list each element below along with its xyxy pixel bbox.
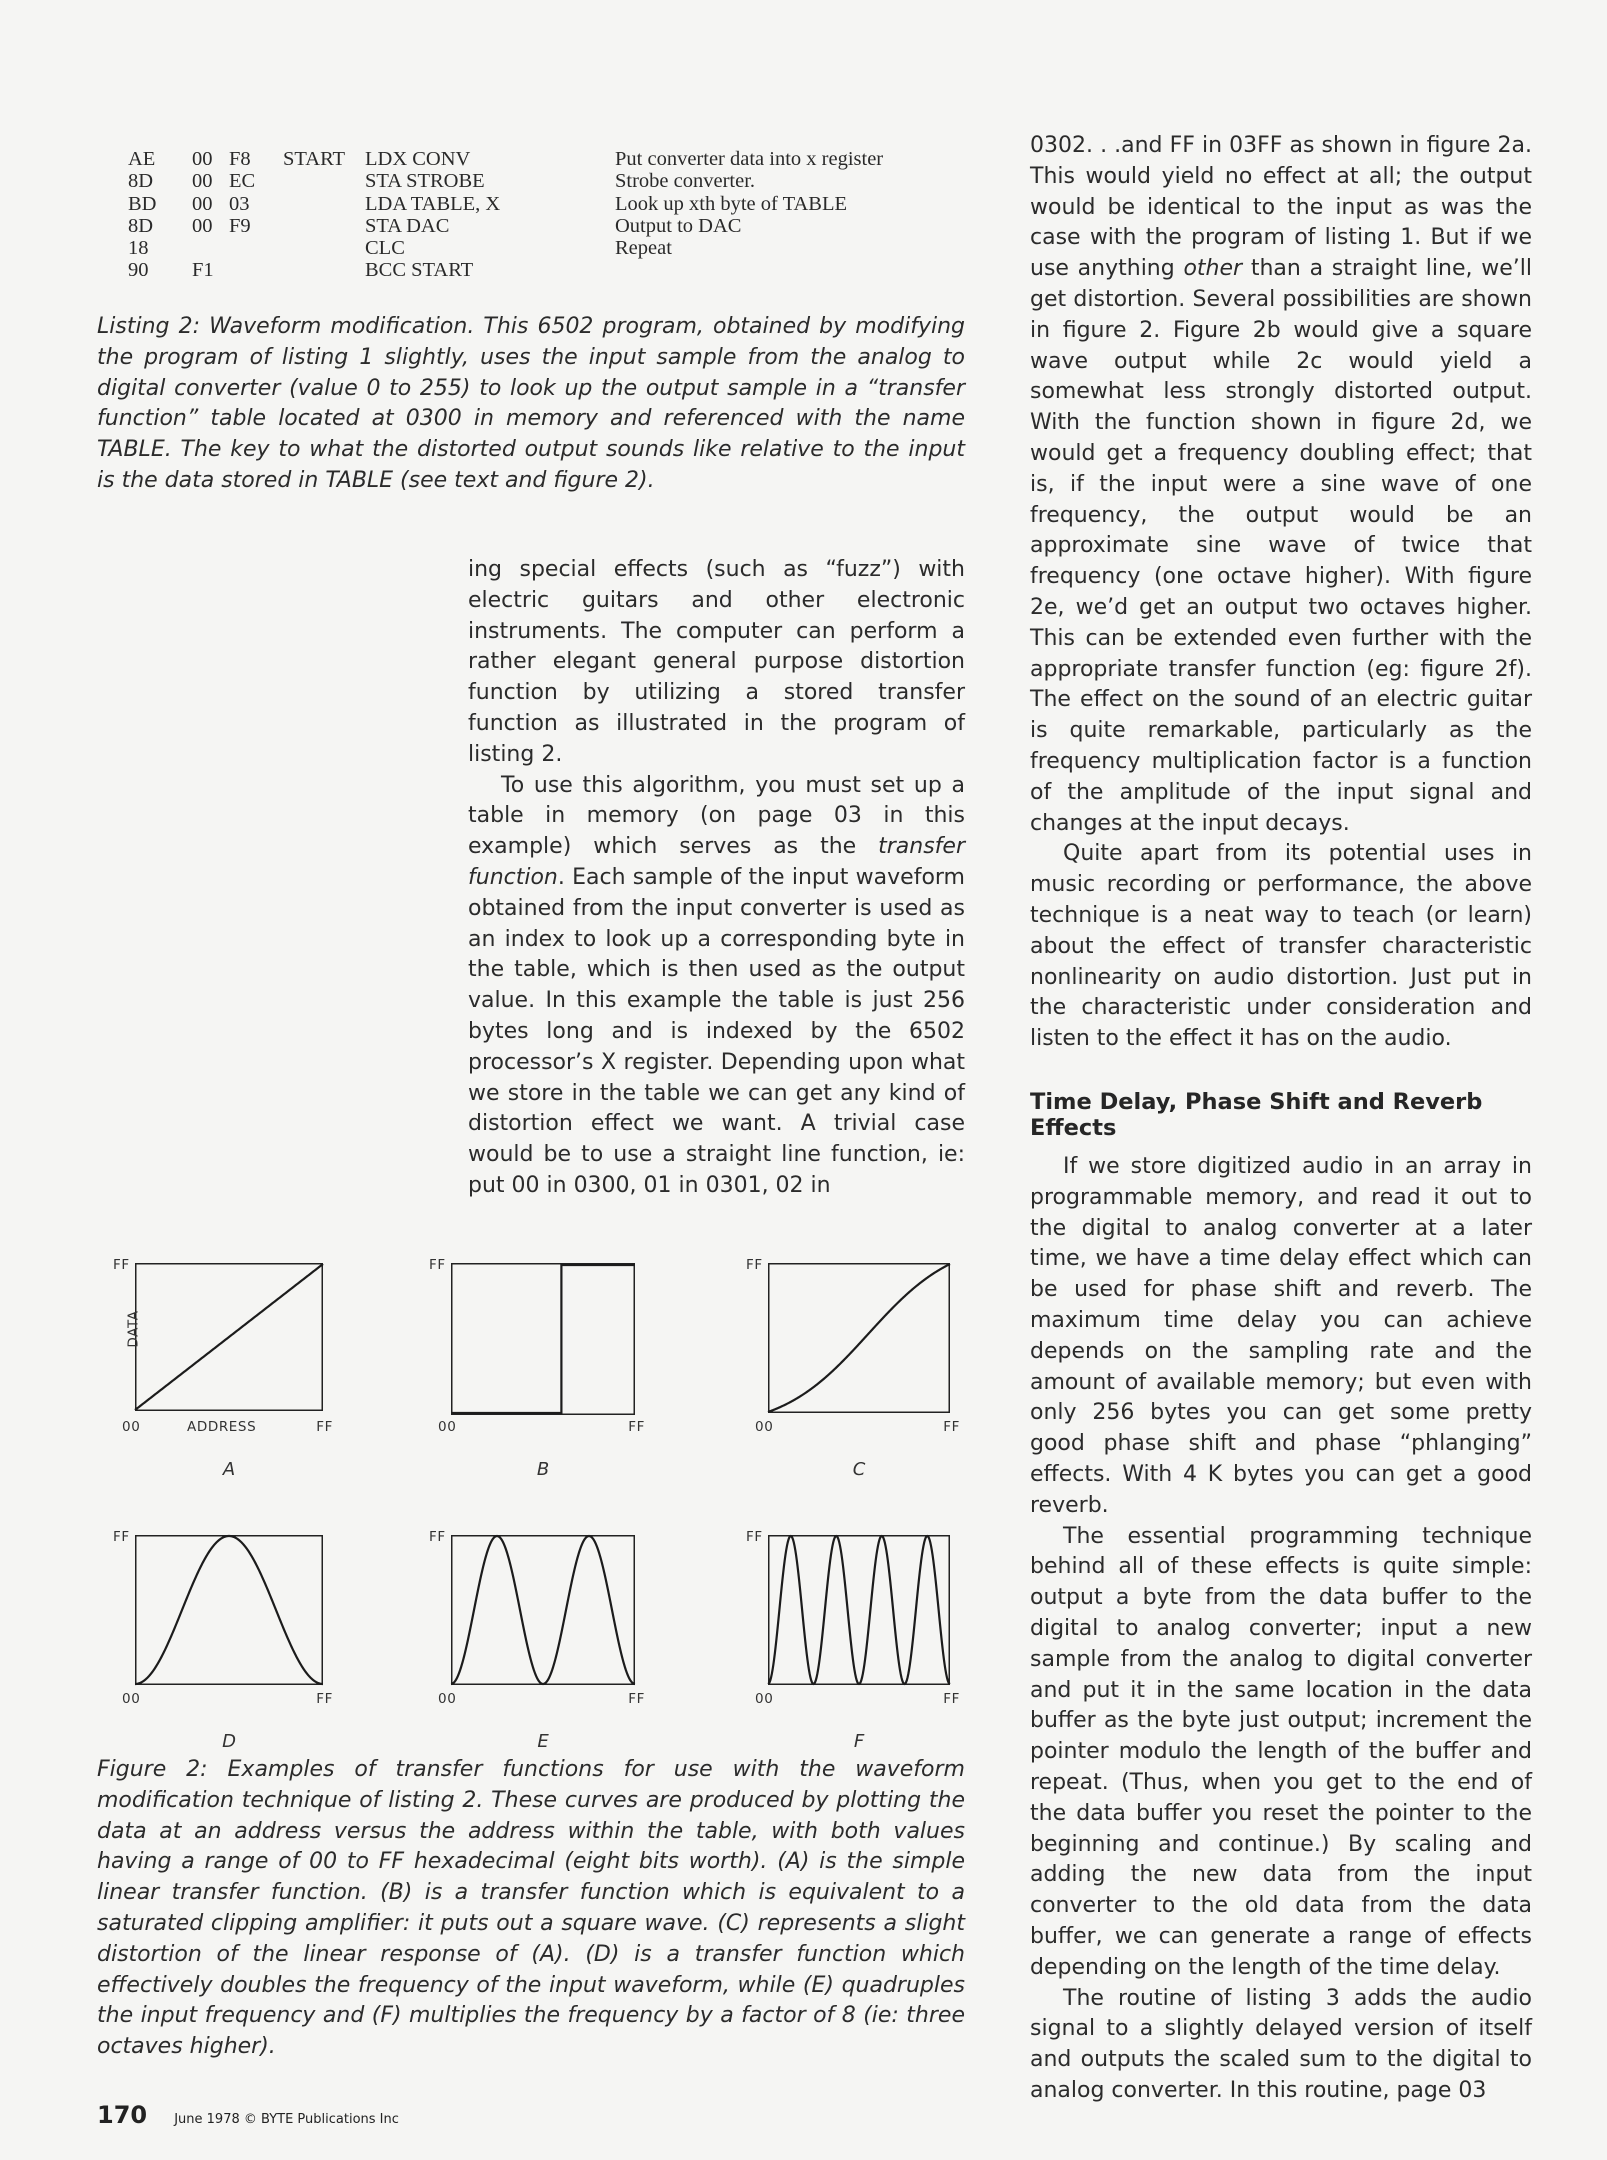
listing-caption: Listing 2: Waveform modification. This 6502 program, obtained by modifying the program of listing 1 slightly, uses the input sample from the analog to digital converter (value 0 to 255) to look up the output sample in a “transfer function” table located at 0300 in memory and referenced with the name TABLE. The key to what the distorted output sounds like relative to the input is the data stored in TABLE (see text and figure 2). [97,314,965,493]
axis-x-label: ADDRESS [187,1419,257,1435]
axis-ff-label: FF [746,1529,763,1545]
axis-zero-label: 00 [755,1691,774,1707]
body-paragraph: 0302. . .and FF in 03FF as shown in figure 2a. This would yield no effect at all; the output would be identical to the input as was the case with the program of listing 1. But if we use anything other than a straight line, we’ll get distortion. Several possibilities are shown in figure 2. Figure 2b would give a square wave output while 2c would yield a somewhat less strongly distorted output. With the function shown in figure 2d, we would get a frequency doubling effect; that is, if the input were a sine wave of one frequency, the output would be an approximate sine wave of twice that frequency (one octave higher). With figure 2e, we’d get an output two octaves higher. This can be extended even further with the appropriate transfer function (eg: figure 2f). The effect on the sound of an electric guitar is quite remarkable, particularly as the frequency multiplication factor is a function of the amplitude of the input signal and changes at the input decays. [1030,133,1532,836]
listing-row: 8D 00 F9 STA DAC Output to DAC [128,214,742,237]
figure-graph-c [746,1257,960,1480]
axis-ff-label: FF [113,1529,130,1545]
axis-ff-label: FF [628,1691,645,1707]
graph-frame [452,1264,635,1415]
graph-frame [452,1536,635,1685]
axis-ff-label: FF [628,1419,645,1435]
body-paragraph: The routine of listing 3 adds the audio signal to a slightly delayed version of itself and outputs the scaled sum to the digital to analog converter. In this routine, page 03 [1030,1985,1532,2103]
transfer-curve [451,1265,635,1413]
axis-zero-label: 00 [755,1419,774,1435]
figure-graph-b [429,1257,645,1480]
graph-plot-c [768,1263,950,1413]
figure-caption: Figure 2: Examples of transfer functions for use with the waveform modification technique of listing 2. These curves are produced by plotting the data at an address versus the address within the table, with both values having a range of 00 to FF hexadecimal (eight bits worth). (A) is the simple linear transfer function. (B) is a transfer function which is equivalent to a saturated clipping amplifier: it puts out a square wave. (C) represents a slight distortion of the linear response of (A). (D) is a transfer function which effectively doubles the frequency of the input waveform, while (E) quadruples the input frequency and (F) multiplies the frequency by a factor of 8 (ie: three octaves higher). [97,1757,965,2060]
axis-zero-label: 00 [122,1419,141,1435]
listing-row: AE 00 F8 START LDX CONV Put converter data into x register [128,148,884,170]
graph-frame [769,1264,950,1413]
body-paragraph: ing special effects (such as “fuzz”) with electric guitars and other electronic instruments. The computer can perform a rather elegant general purpose distortion function by utilizing a stored transfer function as illustrated in the program of listing 2. [468,557,965,767]
graph-label: B [536,1459,550,1480]
middle-column [468,555,965,1202]
body-paragraph: Quite apart from its potential uses in music recording or performance, the above technique is a neat way to teach (or learn) about the effect of transfer characteristic nonlinearity on audio distortion. Just put in the characteristic under consideration and listen to the effect it has on the audio. [1030,841,1532,1052]
axis-ff-label: FF [316,1691,333,1707]
graph-plot-e [451,1535,635,1685]
axis-ff-label: FF [429,1529,446,1545]
axis-ff-label: FF [113,1257,130,1273]
code-listing [128,148,948,282]
graph-label: F [853,1731,865,1752]
figure-graph-a [113,1257,333,1480]
graph-label: C [852,1459,866,1480]
graph-label: A [222,1459,236,1480]
graph-label: D [222,1731,236,1752]
right-column-top [1030,131,1532,1055]
graph-plot-d [135,1535,323,1685]
axis-ff-label: FF [943,1691,960,1707]
graph-plot-a [135,1263,323,1411]
axis-zero-label: 00 [438,1419,457,1435]
axis-ff-label: FF [429,1257,446,1273]
transfer-curve [768,1264,950,1412]
axis-ff-label: FF [943,1419,960,1435]
graph-plot-f [768,1535,950,1685]
body-paragraph: If we store digitized audio in an array in programmable memory, and read it out to the digital to analog converter at a later time, we have a time delay effect which can be used for phase shift and reverb. The maximum time delay you can achieve depends on the sampling rate and the amount of available memory; but even with only 256 bytes you can get some pretty good phase shift and phase “phlanging” effects. With 4 K bytes you can get a good reverb. [1030,1154,1532,1518]
figure-graph-e [429,1529,645,1752]
axis-zero-label: 00 [438,1691,457,1707]
page-footer [97,2101,399,2129]
page-number: 170 [97,2101,148,2129]
right-column-bottom [1030,1152,1532,2107]
transfer-curve [135,1536,323,1684]
listing-row: 8D 00 EC STA STROBE Strobe converter. [128,170,756,193]
graph-label: E [537,1731,549,1752]
transfer-curve [768,1536,950,1684]
publication-imprint: June 1978 © BYTE Publications Inc [174,2112,399,2127]
transfer-curve [135,1264,323,1410]
body-paragraph: To use this algorithm, you must set up a table in memory (on page 03 in this example) which serves as the transfer function. Each sample of the input waveform obtained from the input converter is used as an index to look up a corresponding byte in the table, which is then used as the output value. In this example the table is just 256 bytes long and is indexed by the 6502 processor’s X register. Depending upon what we store in the table we can get any kind of distortion effect we want. A trivial case would be to use a straight line function, ie: put 00 in 0300, 01 in 0301, 02 in [468,772,965,1198]
figure-graph-f [746,1529,960,1752]
listing-row: BD 00 03 LDA TABLE, X Look up xth byte of TABLE [128,192,847,215]
graph-plot-b [451,1263,635,1415]
listing-row: 18 CLC Repeat [128,237,672,260]
listing-row: 90 F1 BCC START [128,259,474,282]
body-paragraph: The essential programming technique behind all of these effects is quite simple: output a byte from the data buffer to the digital to analog converter; input a new sample from the analog to digital converter and put it in the same location in the data buffer as the byte just output; increment the pointer modulo the length of the buffer and repeat. (Thus, when you get to the end of the data buffer you reset the pointer to the beginning and continue.) By scaling and adding the new data from the input converter to the old data from the data buffer, we can generate a range of effects depending on the length of the time delay. [1030,1523,1532,1980]
section-heading: Time Delay, Phase Shift and Reverb Effects [1030,1089,1483,1141]
axis-zero-label: 00 [122,1691,141,1707]
transfer-curve [451,1536,635,1684]
axis-y-label: DATA [125,1310,142,1348]
figure-graph-d [113,1529,333,1752]
graph-frame [136,1536,323,1685]
axis-ff-label: FF [316,1419,333,1435]
axis-ff-label: FF [746,1257,763,1273]
